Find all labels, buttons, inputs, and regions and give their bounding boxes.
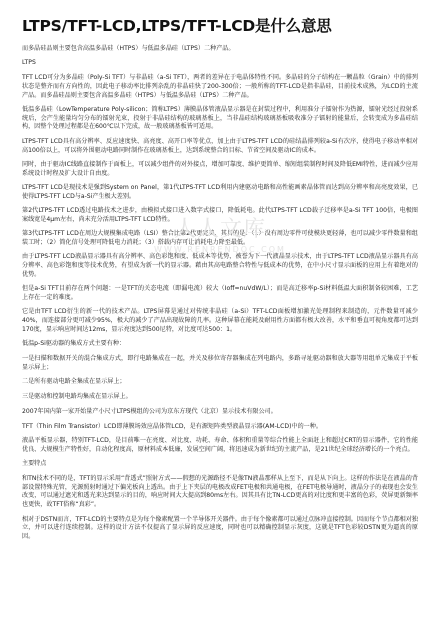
paragraph: 相对于DSTN而言，TFT-LCD的主要特点是为每个像素配置一个半导体开关器件。由于每个像素都可以通过点脉冲直接控制。因而每个节点都相对独立，并可以进行连续控制。这样的设计方法不仅提高了显示屏的反应速度，同时也可以精确控制显示灰度，这就是TFT色彩较DSTN更为逼真的原因。 xyxy=(22,515,418,540)
paragraph: 它是由TFT LCD衍生的新一代的技术产品。LTPS屏幕是通过对传统非晶硅（a-Si）TFT-LCD面板增加激光处理制程来制造的，元件数量可减少40%，而连接部分更可减少95%，极大的减少了产品出现故障的几率。这种屏幕在能耗及耐用性方面都有极大改善，水平和垂直可视角度都可达到170度，显示响应时间达12ms，显示亮度达到500尼特，对比度可达500：1。 xyxy=(22,308,418,333)
paragraph: 但是a-Si TFT目前存在两个问题：一是TFT的关态电流（即漏电流）较大（Ioff=nuVdW/L）；而是高迁移率p-Si材料低温大面积制备较困难，工艺上存在一定的难度。 xyxy=(22,285,418,301)
paragraph: 第2代LTPS-TFT LCD透过电路技术之进步，由模拟式接口进入数字式接口，降低耗电。此代LTPS-TFT LCD载子迁移率是a-Si TFT 100倍，电极图案线宽是4μm左右，尚未充分活用LTPS-TFT LCD特性。 xyxy=(22,207,418,223)
paragraph: 同时，由于驱动IC线路直接制作于面板上，可以减少组件的对外接点，增加可靠度、维护更简单、缩短组装制程时间及降低EMI特性，进而减少应用系统设计时程及扩大设计自由度。 xyxy=(22,160,418,177)
section-label: LTPS xyxy=(22,59,36,67)
list-item: 二是所有驱动电路全集成在显示屏上； xyxy=(22,378,126,386)
page-title: LTPS/TFT-LCD,LTPS/TFT-LCD是什么意思 xyxy=(22,17,332,35)
paragraph: LTPS-TFT LCD具有高分辨率、反应速度快、高亮度、高开口率等优点，加上由于LTPS-TFT LCD的硅结晶排列较a-Si有次序，使得电子移动率相对高100倍以上，可以将外围驱动电路同时制作在玻璃基板上，达到系统整合的目标、节省空间及驱动IC的成本。 xyxy=(22,137,418,154)
paragraph: 低温多晶硅（LowTemperature Poly-silicon；简称LTPS）薄膜晶体管液晶显示器是在封装过程中，利用准分子镭射作为热源，镭射光经过投射系统后，会产生能量均匀分布的镭射光束，投射于非晶硅结构的玻璃基板上，当非晶硅结构玻璃基板吸收准分子镭射的能量后，会转变成为多晶硅结构，因整个处理过程都是在600℃以下完成，故一般玻璃基板皆可适用。 xyxy=(22,106,418,131)
paragraph: 由于LTPS-TFT LCD液晶显示器具有高分辨率、高色彩饱和度、低成本等优势，被誉为下一代液晶显示技术，由于LTPS-TFT LCD液晶显示器具有高分辨率、高色彩饱和度等技术优势，有望成为新一代的显示器。藉由其高电路整合特性与低成本的优势，在中小尺寸显示面板的应用上有着绝对的优势。 xyxy=(22,253,418,278)
list-item: 一是扫描和数据开关的混合集成方式，即行电路集成在一起，并关及移位寄存器集成在列电路内，多路寻址驱动器和放大器等用组单元集成于平板显示屏上； xyxy=(22,354,418,371)
section-heading: 主要特点 xyxy=(22,460,47,468)
paragraph: TFT LCD可分为多晶硅（Poly-Si TFT）与非晶硅（a-Si TFT），两者的差异在于电晶体特性不同。多晶硅的分子结构在一颗晶粒（Grain）中的排列状态是整齐而有方向性的，因此电子移动率比排列杂乱的非晶硅快了200-300倍；一般所称的TFT-LCD是指非晶硅，目前技术成熟，为LCD的主流产品。而多晶硅品则主要包含高温多晶硅（HTPS）与低温多晶硅（LTPS）二种产品。 xyxy=(22,74,418,99)
paragraph: LTPS-TFT LCD是现技术是强到System on Panel，第1代LTPS-TFT LCD利用内建驱动电路和高性能画素晶体管而达到高分辨率和高亮度效果，已使得LTPS-TFT LCD与a-Si产生极大差别。 xyxy=(22,184,418,200)
watermark: 人人文库 WWW.RENRENDOC.COM xyxy=(154,217,286,254)
paragraph: 液晶平板显示器，特别TFT-LCD，是目前唯一在亮度、对比度、功耗、寿命、体积和重量等综合性能上全面赶上和超过CRT的显示器件，它的性能优良、大规模生产特性好，自动化程度高，原材料成本低廉，发展空间广阔，将迅速成为新世纪的主流产品，是21世纪全球经济增长的一个亮点。 xyxy=(22,437,418,453)
paragraph: 而多晶硅品则主要包含高温多晶硅（HTPS）与低温多晶硅（LTPS）二种产品。 xyxy=(22,45,235,52)
paragraph: 第3代LTPS-TFT LCD在周边大规模集成电路（LSI）整合比第2代更完美，其目的是：（1）没有周边零件可使模块更轻薄，也可以减少零件数量和组装工时；（2）简化信号处理可降低电力消耗；（3）搭载内存可让消耗电力降至最低。 xyxy=(22,230,418,246)
paragraph: 2007年国内第一家开始量产小尺寸LTPS模组的公司为京东方现代（北京）显示技术有限公司。 xyxy=(22,407,277,415)
list-item: 三是驱动和控制电路均集成在显示屏上。 xyxy=(22,392,132,400)
paragraph: 低温p-Si驱动器的集成方式主要有种： xyxy=(22,340,126,348)
paragraph: TFT（Thin Film Transistor）LCD即薄膜场效应晶体管LCD，是有源矩阵类型液晶显示器(AM-LCD)中的一种。 xyxy=(22,422,322,430)
paragraph: 和TN技术不同的是，TFT的显示采用“背透式”照射方式——假想的光源路径不是像TN液晶那样从上至下，而是从下向上。这样的作法是在液晶的背部设置特殊光管，光源照射时通过下偏光板向上透出。由于上下夹层的电极改成FET电极和共通电极，在FET电极导通时，液晶分子的表现也会发生改变，可以通过遮光和透光来达到显示的目的，响应时间大大提高到80ms左右。因其具有比TN-LCD更高的对比度和更丰富的色彩，荧屏更新频率也更快，故TFT俗称“真彩”。 xyxy=(22,475,418,509)
